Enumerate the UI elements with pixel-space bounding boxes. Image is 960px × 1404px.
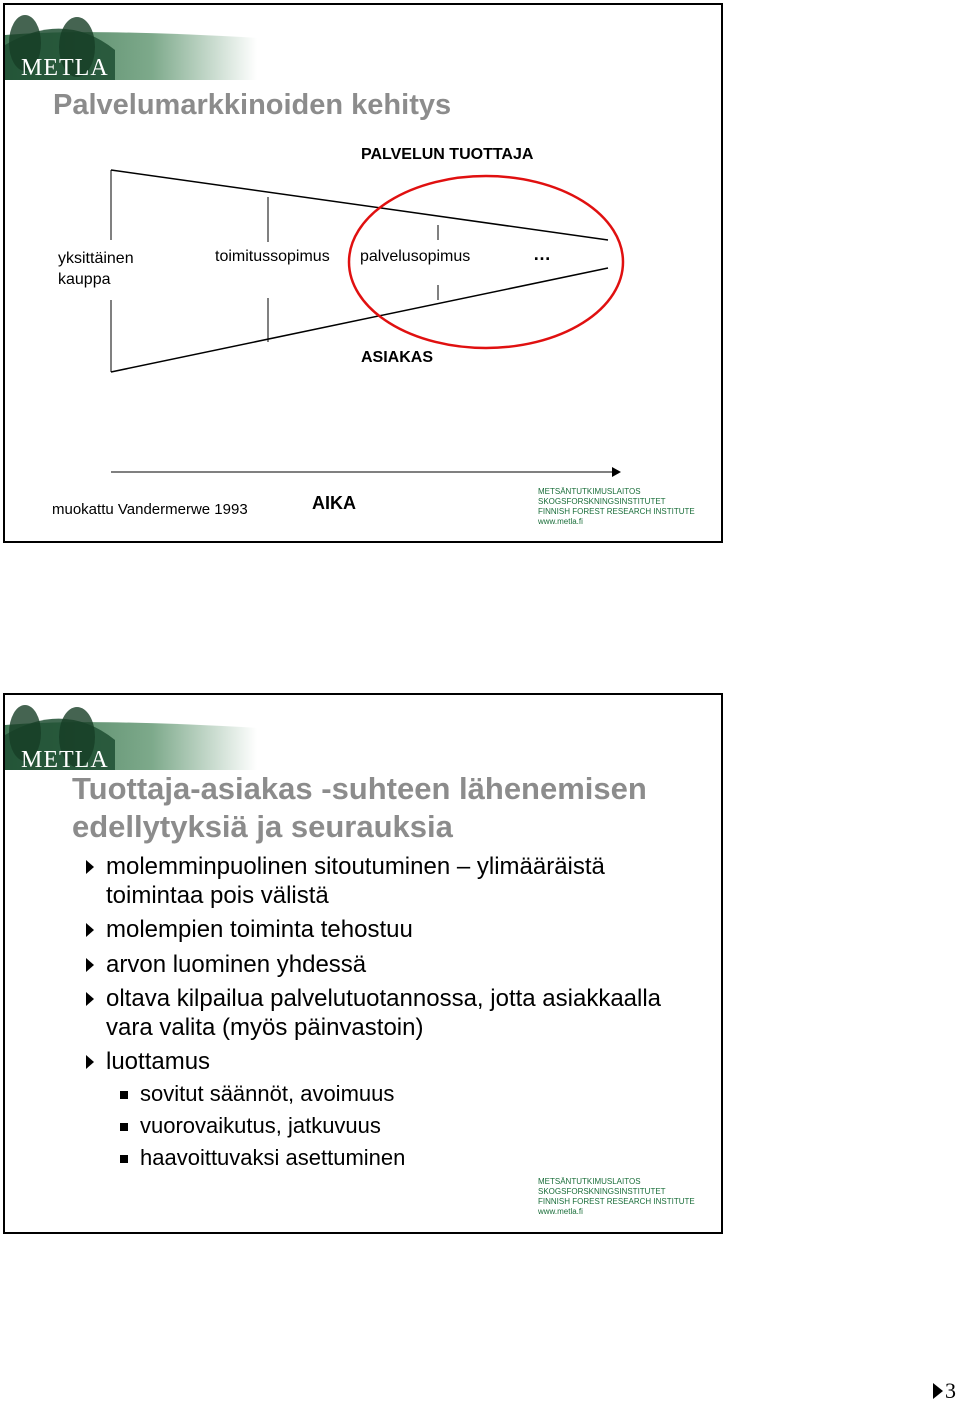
- customer-line: [111, 268, 608, 372]
- footer-link[interactable]: www.metla.fi: [538, 517, 583, 526]
- footer-line: FINNISH FOREST RESEARCH INSTITUTE: [538, 1197, 695, 1206]
- square-bullet-icon: [120, 1123, 128, 1131]
- institute-footer: [538, 1177, 695, 1217]
- metla-banner: [5, 695, 723, 775]
- metla-logo: METLA: [21, 747, 109, 773]
- time-axis-arrowhead: [612, 467, 621, 477]
- bullet-arrow-icon: [86, 923, 94, 937]
- stage-label-service-contract: palvelusopimus: [360, 248, 471, 265]
- metla-logo: METLA: [21, 55, 109, 81]
- bullet-arrow-icon: [86, 958, 94, 972]
- bullet-arrow-icon: [86, 1055, 94, 1069]
- source-note: muokattu Vandermerwe 1993: [52, 501, 248, 518]
- stage-label-delivery-contract: toimitussopimus: [215, 248, 330, 265]
- page-number: [933, 1378, 956, 1404]
- footer-line: SKOGSFORSKNINGSINSTITUTET: [538, 497, 666, 506]
- footer-link[interactable]: www.metla.fi: [538, 1207, 583, 1216]
- customer-label: ASIAKAS: [361, 349, 434, 366]
- square-bullet-icon: [120, 1155, 128, 1163]
- footer-line: FINNISH FOREST RESEARCH INSTITUTE: [538, 507, 695, 516]
- page-number-value: 3: [945, 1378, 956, 1403]
- square-bullet-icon: [120, 1091, 128, 1099]
- institute-footer: [538, 487, 695, 527]
- page-arrow-icon: [933, 1383, 943, 1399]
- stage-label-single-purchase: yksittäinen kauppa: [58, 250, 134, 288]
- footer-line: SKOGSFORSKNINGSINSTITUTET: [538, 1187, 666, 1196]
- time-label: AIKA: [312, 493, 356, 513]
- footer-line: METSÄNTUTKIMUSLAITOS: [538, 1177, 641, 1186]
- footer-line: METSÄNTUTKIMUSLAITOS: [538, 487, 641, 496]
- bullet-arrow-icon: [86, 992, 94, 1006]
- provider-label: PALVELUN TUOTTAJA: [361, 146, 534, 163]
- stage-ellipsis: …: [533, 244, 551, 264]
- page-title: Palvelumarkkinoiden kehitys: [53, 89, 452, 121]
- bullet-arrow-icon: [86, 860, 94, 874]
- slide-title: Tuottaja-asiakas -suhteen lähenemisen edellytyksiä ja seurauksia: [72, 771, 647, 844]
- service-market-diagram: [0, 0, 960, 560]
